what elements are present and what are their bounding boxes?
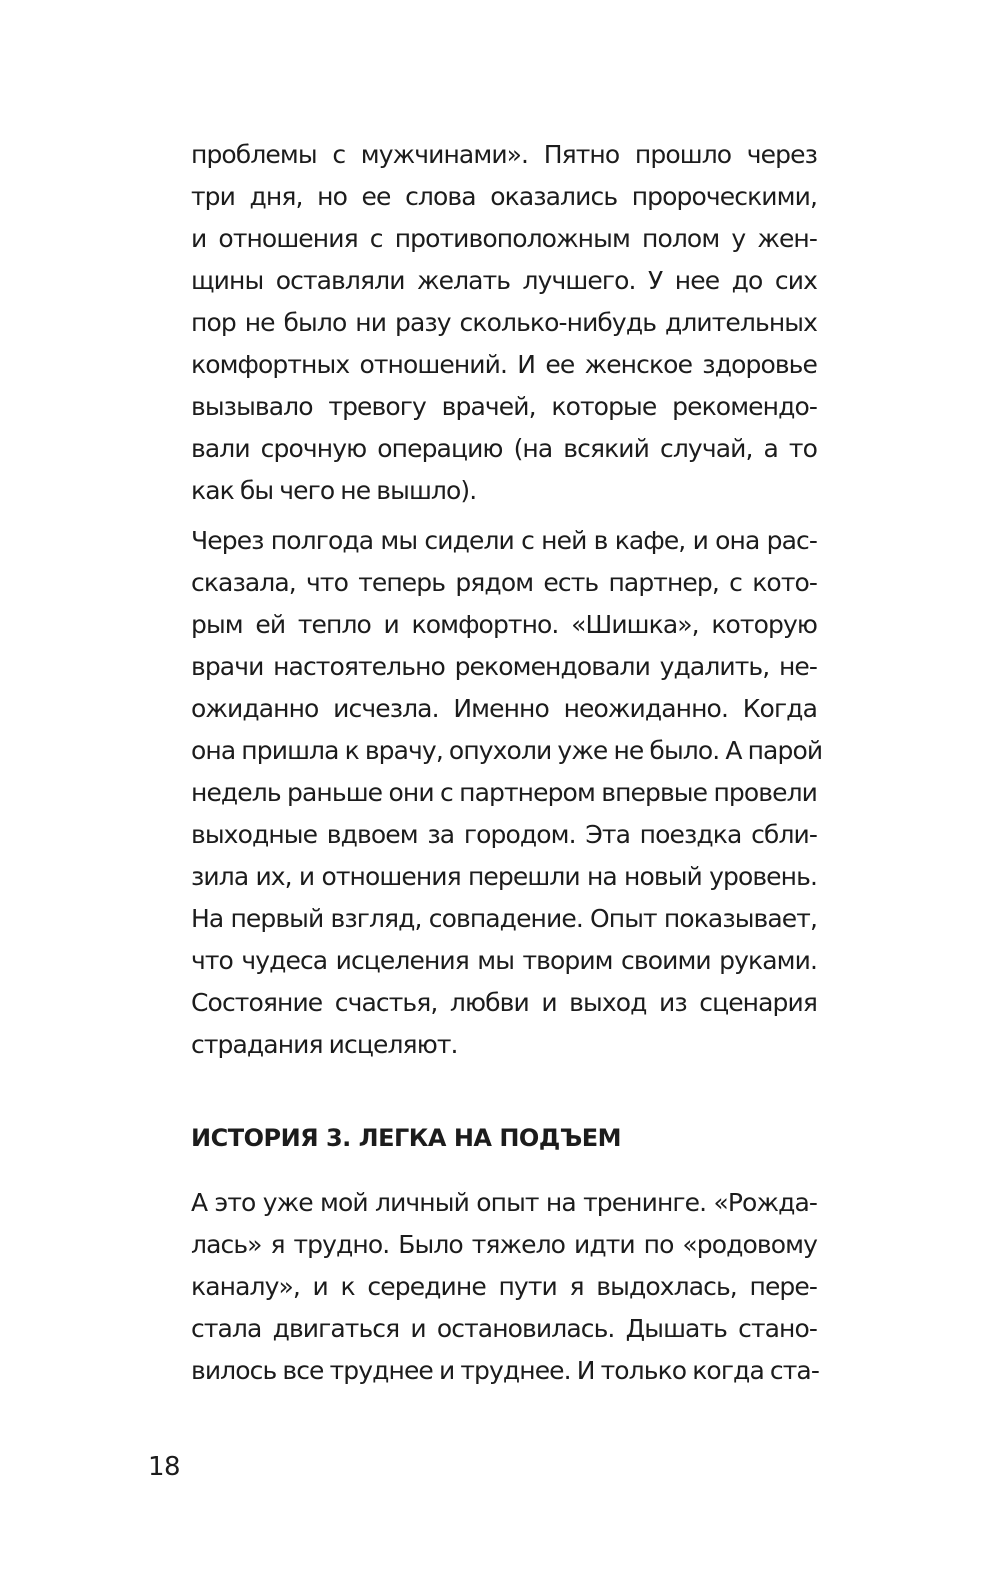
- text-line: страдания исцеляют.: [191, 1030, 458, 1059]
- text-line: стала двигаться и остановилась. Дышать стано-: [191, 1314, 817, 1343]
- paragraph-2: [191, 520, 823, 1066]
- text-line: как бы чего не вышло).: [191, 476, 477, 505]
- text-line: выходные вдвоем за городом. Эта поездка сбли-: [191, 820, 817, 849]
- text-line: что чудеса исцеления мы творим своими руками.: [191, 946, 817, 975]
- page-number: 18: [148, 1452, 181, 1482]
- text-line: и отношения с противоположным полом у жен-: [191, 224, 817, 253]
- text-line: комфортных отношений. И ее женское здоровье: [191, 350, 817, 379]
- text-line: Через полгода мы сидели с ней в кафе, и она рас-: [191, 526, 817, 555]
- paragraph-3: [191, 1182, 817, 1392]
- section-heading: ИСТОРИЯ 3. ЛЕГКА НА ПОДЪЕМ: [191, 1124, 622, 1152]
- text-line: три дня, но ее слова оказались пророческими,: [191, 182, 817, 211]
- text-line: На первый взгляд, совпадение. Опыт показывает,: [191, 904, 817, 933]
- text-line: А это уже мой личный опыт на тренинге. «Рожда-: [191, 1188, 817, 1217]
- paragraph-1: [191, 134, 817, 512]
- text-line: зила их, и отношения перешли на новый уровень.: [191, 862, 817, 891]
- text-line: вилось все труднее и труднее. И только когда ста-: [191, 1356, 819, 1385]
- text-line: вали срочную операцию (на всякий случай, а то: [191, 434, 817, 463]
- text-line: лась» я трудно. Было тяжело идти по «родовому: [191, 1230, 817, 1259]
- text-line: ожиданно исчезла. Именно неожиданно. Когда: [191, 694, 817, 723]
- text-line: проблемы с мужчинами». Пятно прошло через: [191, 140, 817, 169]
- text-line: вызывало тревогу врачей, которые рекомендо-: [191, 392, 817, 421]
- text-line: Состояние счастья, любви и выход из сценария: [191, 988, 817, 1017]
- text-line: каналу», и к середине пути я выдохлась, пере-: [191, 1272, 817, 1301]
- text-line: щины оставляли желать лучшего. У нее до сих: [191, 266, 817, 295]
- text-line: врачи настоятельно рекомендовали удалить, не-: [191, 652, 817, 681]
- text-line: недель раньше они с партнером впервые провели: [191, 778, 817, 807]
- text-line: рым ей тепло и комфортно. «Шишка», которую: [191, 610, 817, 639]
- text-line: пор не было ни разу сколько-нибудь длительных: [191, 308, 817, 337]
- text-line: сказала, что теперь рядом есть партнер, с кото-: [191, 568, 817, 597]
- text-line: она пришла к врачу, опухоли уже не было. А парой: [191, 736, 823, 765]
